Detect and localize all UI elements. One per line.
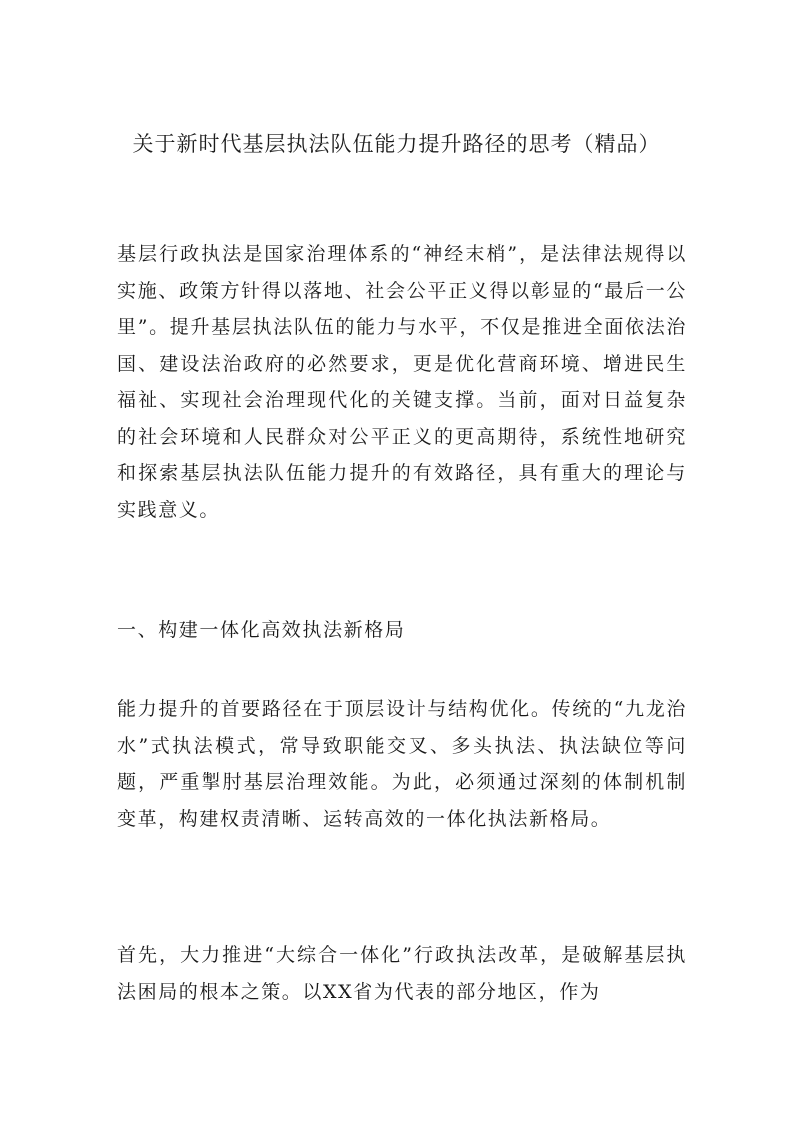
section-1-paragraph-1: 能力提升的首要路径在于顶层设计与结构优化。传统的“九龙治水”式执法模式，常导致职能交叉、多头执法、执法缺位等问题，严重掣肘基层治理效能。为此，必须通过深刻的体制机制变革，构建权责清晰、运转高效的一体化执法新格局。 xyxy=(117,698,687,830)
section-heading-1: 一、构建一体化高效执法新格局 xyxy=(117,619,406,641)
document-title: 关于新时代基层执法队伍能力提升路径的思考（精品） xyxy=(132,132,661,156)
section-1-paragraph-2: 首先，大力推进“大综合一体化”行政执法改革，是破解基层执法困局的根本之策。以XX省为代表的部分地区，作为 xyxy=(117,944,687,1003)
intro-paragraph: 基层行政执法是国家治理体系的“神经末梢”，是法律法规得以实施、政策方针得以落地、社会公平正义得以彰显的“最后一公里”。提升基层执法队伍的能力与水平，不仅是推进全面依法治国、建设法治政府的必然要求，更是优化营商环境、增进民生福祉、实现社会治理现代化的关键支撑。当前，面对日益复杂的社会环境和人民群众对公平正义的更高期待，系统性地研究和探索基层执法队伍能力提升的有效路径，具有重大的理论与实践意义。 xyxy=(117,243,687,521)
